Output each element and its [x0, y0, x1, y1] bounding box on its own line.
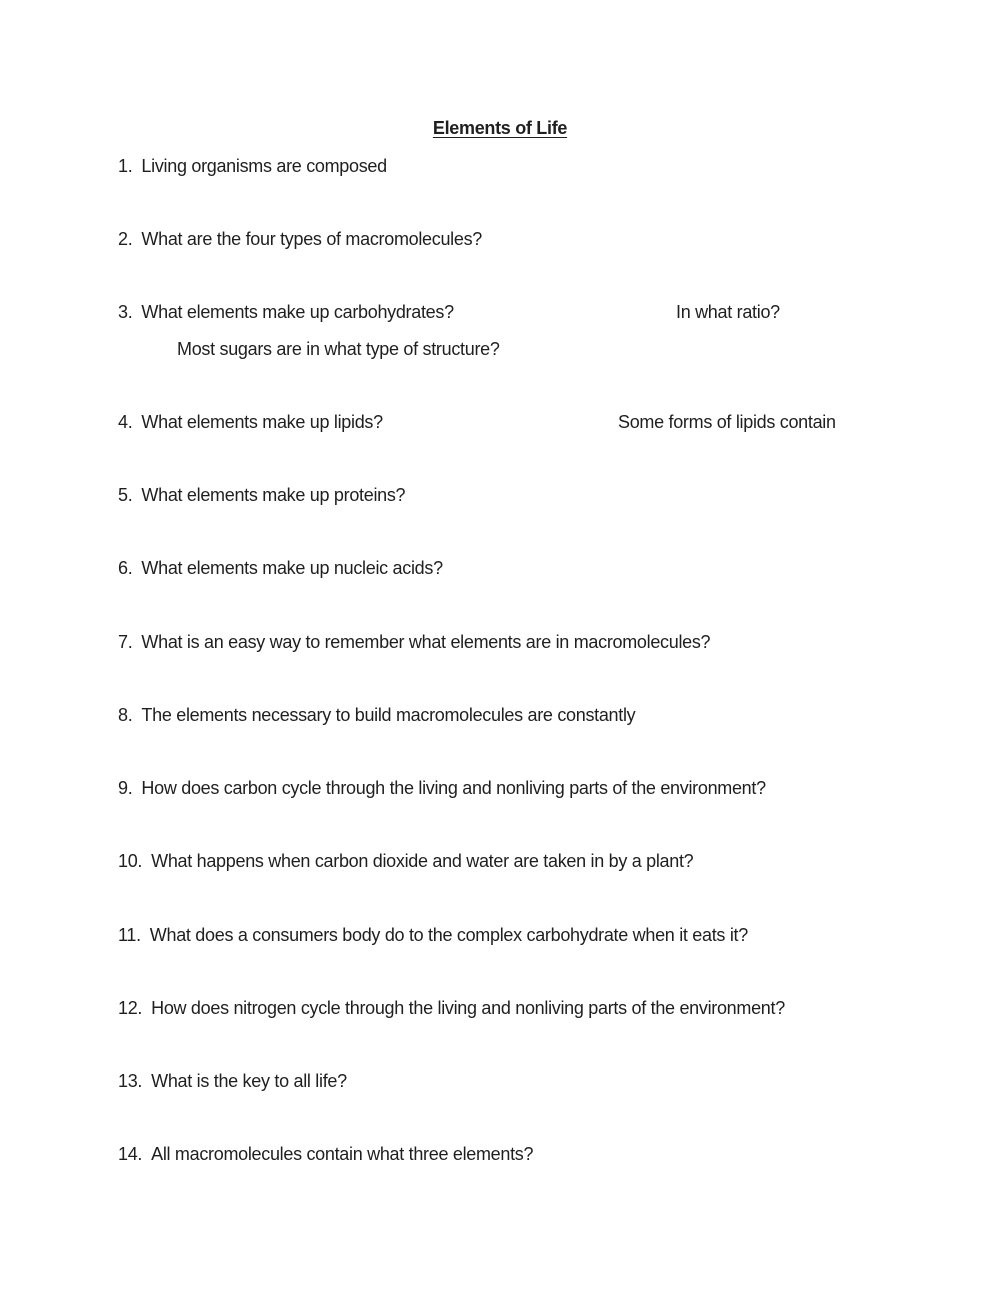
question-row [118, 1070, 1000, 1092]
worksheet-title: Elements of Life [432, 118, 568, 138]
question-text: What is the key to all life? [151, 1071, 347, 1091]
question-text: What is an easy way to remember what elements are in macromolecules? [141, 632, 711, 652]
question-row [118, 631, 1000, 653]
question-row [118, 777, 1000, 799]
question-number: 12. [118, 998, 143, 1018]
question-number: 10. [118, 851, 143, 871]
question-number: 2. [118, 229, 133, 249]
question-text: What elements make up nucleic acids? [141, 558, 443, 578]
question-number: 1. [118, 156, 133, 176]
question-number: 11. [118, 925, 141, 945]
question-text: What are the four types of macromolecules? [141, 229, 482, 249]
question-number: 5. [118, 485, 133, 505]
question-row [118, 997, 1000, 1019]
question-number: 7. [118, 632, 133, 652]
question-text: How does carbon cycle through the living and nonliving parts of the environment? [141, 778, 766, 798]
question-row [118, 301, 1000, 323]
question-text: The elements necessary to build macromolecules are constantly [141, 705, 636, 725]
question-row [118, 924, 1000, 946]
question-row [118, 704, 1000, 726]
question-row [118, 155, 1000, 177]
question-subline: Most sugars are in what type of structure? [177, 339, 500, 359]
question-number: 13. [118, 1071, 143, 1091]
question-text: What elements make up carbohydrates? [141, 302, 454, 322]
question-number: 6. [118, 558, 133, 578]
question-number: 14. [118, 1144, 143, 1164]
question-text: How does nitrogen cycle through the living and nonliving parts of the environment? [151, 998, 785, 1018]
question-text: Living organisms are composed [141, 156, 387, 176]
question-text: What happens when carbon dioxide and water are taken in by a plant? [151, 851, 694, 871]
question-row [118, 228, 1000, 250]
question-number: 3. [118, 302, 133, 322]
question-right-text: In what ratio? [676, 302, 780, 322]
question-text: What elements make up lipids? [141, 412, 383, 432]
question-text: What does a consumers body do to the complex carbohydrate when it eats it? [149, 925, 748, 945]
question-text: What elements make up proteins? [141, 485, 406, 505]
question-number: 4. [118, 412, 133, 432]
question-row [118, 484, 1000, 506]
question-row [118, 557, 1000, 579]
question-number: 9. [118, 778, 133, 798]
question-row [118, 1143, 1000, 1165]
question-text: All macromolecules contain what three elements? [151, 1144, 534, 1164]
question-right-text: Some forms of lipids contain [618, 412, 836, 432]
question-row [118, 411, 1000, 433]
question-number: 8. [118, 705, 133, 725]
question-row [118, 850, 1000, 872]
